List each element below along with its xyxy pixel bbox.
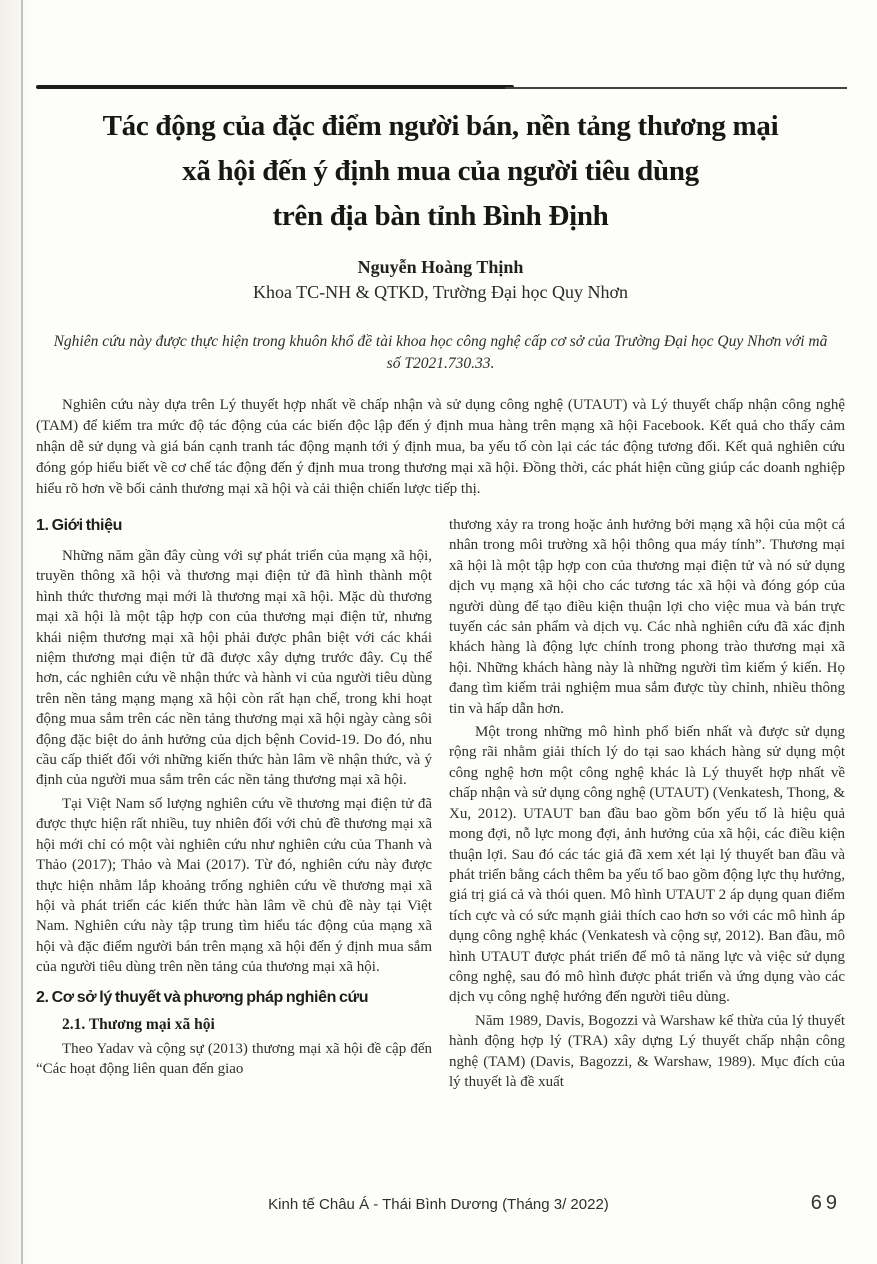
right-column-paragraph-3: Năm 1989, Davis, Bogozzi và Warshaw kế thừa của lý thuyết hành động hợp lý (TRA) xây dựng Lý thuyết chấp nhận công nghệ (TAM) (Davis, Bagozzi, & Warshaw, 1989). Mục đích của lý thuyết là đề xuất (449, 1012, 845, 1090)
funding-note: Nghiên cứu này được thực hiện trong khuôn khổ đề tài khoa học công nghệ cấp cơ sở của Trường Đại học Quy Nhơn với mã số T2021.730.33. (53, 333, 828, 372)
right-column (449, 515, 845, 1095)
scan-binding-line (21, 0, 23, 1264)
footer-page-number: 69 (810, 1192, 841, 1214)
left-column (36, 515, 432, 1095)
section-2-1-heading: 2.1. Thương mại xã hội (62, 1015, 215, 1033)
section-1-paragraph-1: Những năm gần đây cùng với sự phát triển của mạng xã hội, truyền thông xã hội và thương mại điện tử đã hình thành một hình thức thương mại mới là thương mại xã hội. Mặc dù thương mại xã hội là một tập hợp con của thương mại điện tử, nhưng khái niệm thương mại xã hội phải được phân biệt với các khái niệm thương mại điện tử đã được xây dựng trước đây. Cụ thể hơn, các nghiên cứu về nhận thức và hành vi của người tiêu dùng trên nền tảng mạng mạng xã hội còn rất hạn chế, trong khi hoạt động mua sắm trên các nền tảng thương mại xã hội ngày càng sôi động đặc biệt do ảnh hưởng của dịch bệnh Covid-19. Do đó, nhu cầu cấp thiết đối với những kiến thức hàn lâm về nhận thức, và ý định của người mua sắm trên các nền tảng thương mại xã hội. (36, 548, 432, 789)
header-rule-thick (36, 85, 514, 89)
two-column-body (36, 515, 845, 1095)
header-rule-thin (505, 87, 847, 89)
title-line-2: xã hội đến ý định mua của người tiêu dùng (182, 155, 699, 187)
right-column-paragraph-2: Một trong những mô hình phổ biến nhất và được sử dụng rộng rãi nhằm giải thích lý do tại sao khách hàng sử dụng một công nghệ hơn một công nghệ khác là Lý thuyết hợp nhất về chấp nhận và sử dụng công nghệ (UTAUT) (Venkatesh, Thong, & Xu, 2012). UTAUT ban đầu bao gồm bốn yếu tố là hiệu quả mong đợi, nỗ lực mong đợi, ảnh hưởng của xã hội, các điều kiện thuận lợi. Sau đó các tác giả đã xem xét lại lý thuyết ban đầu và phát triển bằng cách thêm ba yếu tố bao gồm động lực thụ hưởng, giá trị giá cả và thói quen. Mô hình UTAUT 2 áp dụng quan điểm tích cực và có sức mạnh giải thích cao hơn so với các mô hình áp dụng công nghệ khác (Venkatesh và cộng sự, 2012). Ban đầu, mô hình UTAUT được phát triển để mô tả năng lực và việc sử dụng công nghệ, sau đó mô hình được phát triển và ứng dụng vào các dịch vụ công nghệ hướng đến người tiêu dùng. (449, 724, 845, 1006)
abstract-paragraph: Nghiên cứu này dựa trên Lý thuyết hợp nhất về chấp nhận và sử dụng công nghệ (UTAUT) và Lý thuyết chấp nhận công nghệ (TAM) để kiểm tra mức độ tác động của các biến độc lập đến ý định mua hàng trên mạng xã hội Facebook. Kết quả cho thấy cảm nhận dễ sử dụng và giá bán cạnh tranh tác động mạnh tới ý định mua, ba yếu tố còn lại các tác động tương đối. Kết quả nghiên cứu đóng góp hiểu biết về cơ chế tác động đến ý định mua trong thương mại xã hội. Đồng thời, các phát hiện cũng giúp các doanh nghiệp hiểu rõ hơn về bối cảnh thương mại xã hội và cải thiện chiến lược tiếp thị. (36, 397, 845, 497)
section-2-heading: 2. Cơ sở lý thuyết và phương pháp nghiên cứu (36, 988, 369, 1006)
section-1-heading: 1. Giới thiệu (36, 517, 122, 534)
section-1-paragraph-2: Tại Việt Nam số lượng nghiên cứu về thương mại điện tử đã được thực hiện rất nhiều, tuy nhiên đối với chủ đề thương mại xã hội mới chỉ có một vài nghiên cứu như nghiên cứu của Thanh và Thảo (2017); Thảo và Mai (2017). Từ đó, nghiên cứu này được thực hiện nhằm lắp khoảng trống nghiên cứu về thương mại xã hội và phát triển các kiến thức hàn lâm về chủ đề này tại Việt Nam. Nghiên cứu này tập trung tìm hiểu tác động của mạng xã hội và đặc điểm người bán trên mạng xã hội đến ý định mua sắm của người tiêu dùng trên nền tảng của thương mại xã hội. (36, 795, 432, 976)
section-2-1-paragraph-1: Theo Yadav và cộng sự (2013) thương mại xã hội đề cập đến “Các hoạt động liên quan đến giao (36, 1040, 432, 1077)
footer-journal-title: Kinh tế Châu Á - Thái Bình Dương (Tháng 3/ 2022) (268, 1196, 609, 1213)
title-line-3: trên địa bàn tỉnh Bình Định (272, 200, 609, 232)
author-name: Nguyễn Hoàng Thịnh (357, 257, 524, 277)
title-line-1: Tác động của đặc điểm người bán, nền tảng thương mại (102, 110, 779, 142)
author-affiliation: Khoa TC-NH & QTKD, Trường Đại học Quy Nhơn (253, 282, 628, 302)
article-content (36, 104, 845, 1095)
right-column-paragraph-1: thương xảy ra trong hoặc ảnh hưởng bởi mạng xã hội của một cá nhân trong môi trường xã hội thông qua máy tính”. Thương mại xã hội là một tập hợp con của thương mại điện tử và nó sử dụng dịch vụ mạng xã hội cho các tương tác xã hội và đóng góp của người dùng để tạo điều kiện thuận lợi cho việc mua và bán trực tuyến các sản phẩm và dịch vụ. Các nhà nghiên cứu đã xác định khách hàng là động lực chính trong phong trào thương mại xã hội. Những khách hàng này là những người tìm kiếm ý kiến. Họ đang tìm kiếm trải nghiệm mua sắm được tùy chỉnh, nhiều thông tin và hấp dẫn hơn. (449, 517, 845, 717)
page-title (36, 104, 845, 239)
